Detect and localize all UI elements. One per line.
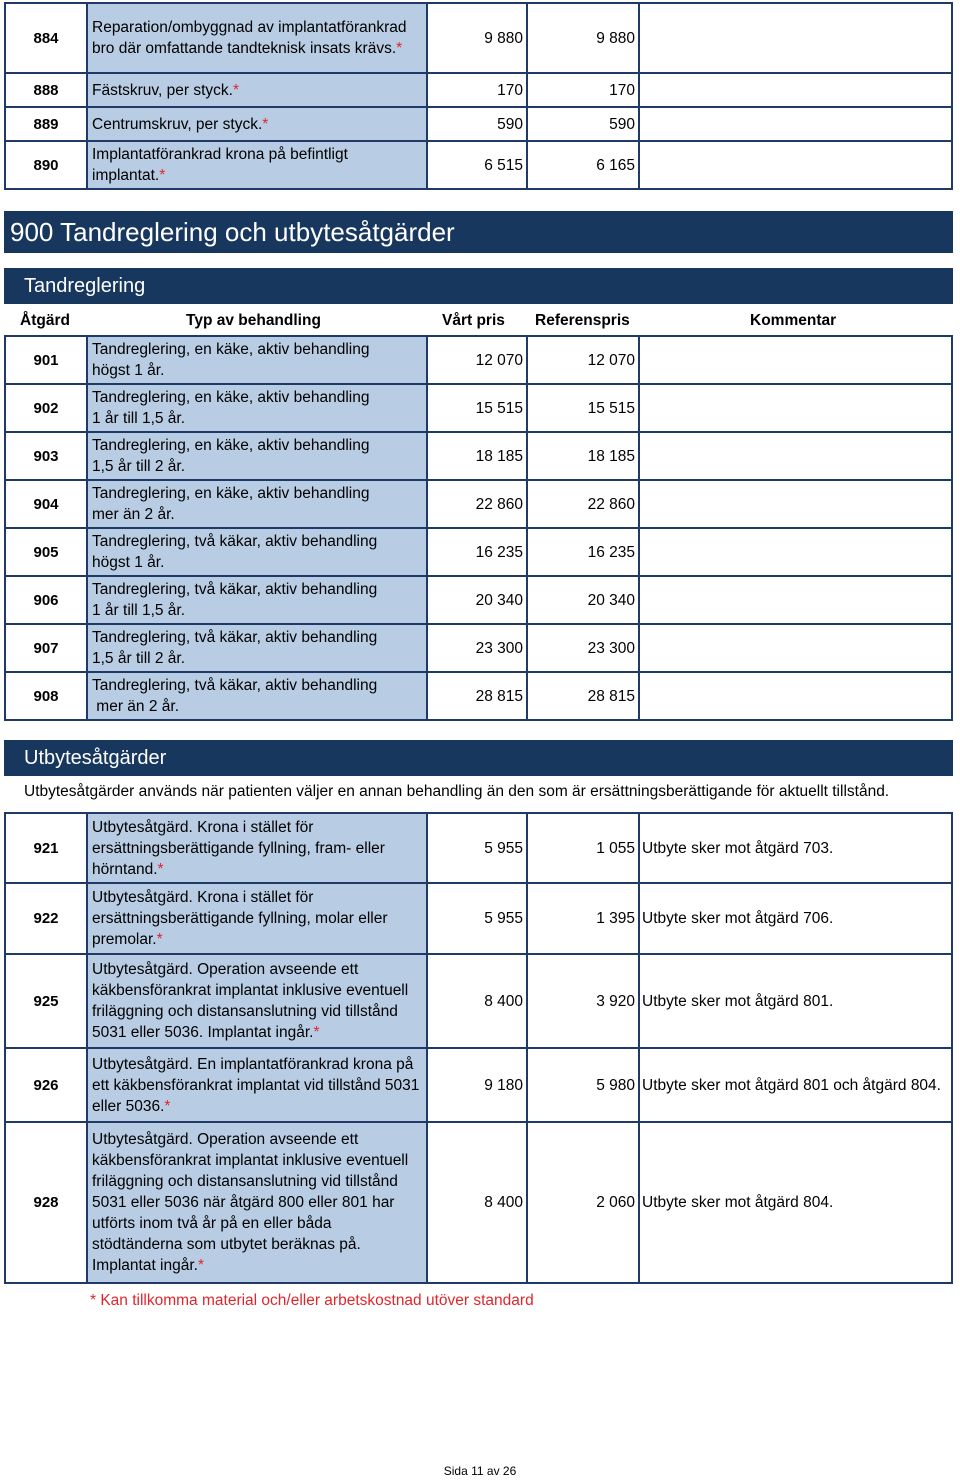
column-header-code: Åtgärd bbox=[20, 312, 70, 329]
procedure-code: 884 bbox=[5, 3, 87, 73]
our-price: 12 070 bbox=[427, 336, 527, 384]
subsection-title-tandreglering: Tandreglering bbox=[4, 268, 953, 304]
reference-price: 28 815 bbox=[527, 672, 639, 720]
reference-price: 1 395 bbox=[527, 883, 639, 954]
our-price: 28 815 bbox=[427, 672, 527, 720]
our-price: 15 515 bbox=[427, 384, 527, 432]
procedure-code: 903 bbox=[5, 432, 87, 480]
table-row bbox=[5, 480, 952, 528]
subsection-title-utbytesatgarder: Utbytesåtgärder bbox=[4, 740, 953, 776]
procedure-code: 902 bbox=[5, 384, 87, 432]
procedure-code: 908 bbox=[5, 672, 87, 720]
procedure-description: Tandreglering, två käkar, aktiv behandling 1 år till 1,5 år. bbox=[87, 576, 427, 624]
our-price: 16 235 bbox=[427, 528, 527, 576]
comment bbox=[639, 672, 952, 720]
reference-price: 23 300 bbox=[527, 624, 639, 672]
procedure-code: 889 bbox=[5, 107, 87, 141]
procedure-code: 925 bbox=[5, 954, 87, 1048]
page-number: Sida 11 av 26 bbox=[443, 1464, 517, 1478]
table-row bbox=[5, 576, 952, 624]
table-row bbox=[5, 624, 952, 672]
procedure-description: Centrumskruv, per styck.* bbox=[87, 107, 427, 141]
reference-price: 3 920 bbox=[527, 954, 639, 1048]
comment: Utbyte sker mot åtgärd 706. bbox=[639, 883, 952, 954]
our-price: 9 880 bbox=[427, 3, 527, 73]
table-row bbox=[5, 432, 952, 480]
procedure-description: Utbytesåtgärd. Krona i stället för ersättningsberättigande fyllning, molar eller premolar.* bbox=[87, 883, 427, 954]
comment bbox=[639, 528, 952, 576]
section-title: 900 Tandreglering och utbytesåtgärder bbox=[4, 211, 953, 253]
procedure-code: 888 bbox=[5, 73, 87, 107]
table-header bbox=[4, 306, 953, 336]
section-note: Utbytesåtgärder används när patienten väljer en annan behandling än den som är ersättningsberättigande för aktuellt tillstånd. bbox=[24, 783, 890, 800]
reference-price: 6 165 bbox=[527, 141, 639, 189]
comment bbox=[639, 73, 952, 107]
comment bbox=[639, 141, 952, 189]
procedure-description: Tandreglering, en käke, aktiv behandling 1,5 år till 2 år. bbox=[87, 432, 427, 480]
reference-price: 22 860 bbox=[527, 480, 639, 528]
procedure-code: 905 bbox=[5, 528, 87, 576]
reference-price: 20 340 bbox=[527, 576, 639, 624]
column-header-comment: Kommentar bbox=[750, 312, 837, 329]
implant-price-table bbox=[4, 2, 953, 190]
procedure-code: 907 bbox=[5, 624, 87, 672]
procedure-code: 901 bbox=[5, 336, 87, 384]
table-row bbox=[5, 1122, 952, 1283]
comment bbox=[639, 432, 952, 480]
procedure-code: 906 bbox=[5, 576, 87, 624]
procedure-description: Tandreglering, en käke, aktiv behandling 1 år till 1,5 år. bbox=[87, 384, 427, 432]
reference-price: 1 055 bbox=[527, 813, 639, 883]
comment bbox=[639, 3, 952, 73]
procedure-description: Utbytesåtgärd. Operation avseende ett käkbensförankrat implantat inklusive eventuell friläggning och distansanslutning vid tillstånd 5031 eller 5036 när åtgärd 800 eller 801 har utförts inom två år på en eller båda stödtänderna som utbytet beräknas på. Implantat ingår.* bbox=[87, 1122, 427, 1283]
table-row bbox=[5, 813, 952, 883]
comment: Utbyte sker mot åtgärd 801. bbox=[639, 954, 952, 1048]
procedure-description: Fästskruv, per styck.* bbox=[87, 73, 427, 107]
table-row bbox=[5, 107, 952, 141]
reference-price: 590 bbox=[527, 107, 639, 141]
table-row bbox=[5, 3, 952, 73]
comment bbox=[639, 336, 952, 384]
comment bbox=[639, 576, 952, 624]
reference-price: 2 060 bbox=[527, 1122, 639, 1283]
replacement-price-table bbox=[4, 812, 953, 1284]
procedure-code: 926 bbox=[5, 1048, 87, 1122]
reference-price: 18 185 bbox=[527, 432, 639, 480]
table-row bbox=[5, 528, 952, 576]
procedure-description: Reparation/ombyggnad av implantatförankrad bro där omfattande tandteknisk insats krävs.* bbox=[87, 3, 427, 73]
footnote: * Kan tillkomma material och/eller arbetskostnad utöver standard bbox=[90, 1292, 534, 1309]
table-row bbox=[5, 141, 952, 189]
comment bbox=[639, 107, 952, 141]
procedure-description: Utbytesåtgärd. Operation avseende ett käkbensförankrat implantat inklusive eventuell friläggning och distansanslutning vid tillstånd 5031 eller 5036. Implantat ingår.* bbox=[87, 954, 427, 1048]
our-price: 170 bbox=[427, 73, 527, 107]
procedure-code: 921 bbox=[5, 813, 87, 883]
our-price: 18 185 bbox=[427, 432, 527, 480]
our-price: 8 400 bbox=[427, 1122, 527, 1283]
procedure-description: Tandreglering, en käke, aktiv behandling mer än 2 år. bbox=[87, 480, 427, 528]
comment: Utbyte sker mot åtgärd 703. bbox=[639, 813, 952, 883]
our-price: 6 515 bbox=[427, 141, 527, 189]
reference-price: 15 515 bbox=[527, 384, 639, 432]
reference-price: 170 bbox=[527, 73, 639, 107]
procedure-description: Utbytesåtgärd. En implantatförankrad krona på ett käkbensförankrat implantat vid tillstånd 5031 eller 5036.* bbox=[87, 1048, 427, 1122]
reference-price: 16 235 bbox=[527, 528, 639, 576]
our-price: 8 400 bbox=[427, 954, 527, 1048]
comment bbox=[639, 480, 952, 528]
procedure-description: Tandreglering, en käke, aktiv behandling högst 1 år. bbox=[87, 336, 427, 384]
our-price: 590 bbox=[427, 107, 527, 141]
comment: Utbyte sker mot åtgärd 801 och åtgärd 804. bbox=[639, 1048, 952, 1122]
column-header-description: Typ av behandling bbox=[186, 312, 321, 329]
comment bbox=[639, 624, 952, 672]
comment bbox=[639, 384, 952, 432]
our-price: 5 955 bbox=[427, 883, 527, 954]
column-header-reference-price: Referenspris bbox=[535, 312, 630, 329]
table-row bbox=[5, 73, 952, 107]
procedure-code: 922 bbox=[5, 883, 87, 954]
reference-price: 9 880 bbox=[527, 3, 639, 73]
table-row bbox=[5, 954, 952, 1048]
procedure-description: Tandreglering, två käkar, aktiv behandling mer än 2 år. bbox=[87, 672, 427, 720]
our-price: 5 955 bbox=[427, 813, 527, 883]
our-price: 9 180 bbox=[427, 1048, 527, 1122]
procedure-description: Tandreglering, två käkar, aktiv behandling högst 1 år. bbox=[87, 528, 427, 576]
procedure-code: 890 bbox=[5, 141, 87, 189]
table-row bbox=[5, 1048, 952, 1122]
table-row bbox=[5, 883, 952, 954]
procedure-description: Tandreglering, två käkar, aktiv behandling 1,5 år till 2 år. bbox=[87, 624, 427, 672]
procedure-code: 904 bbox=[5, 480, 87, 528]
comment: Utbyte sker mot åtgärd 804. bbox=[639, 1122, 952, 1283]
table-row bbox=[5, 384, 952, 432]
reference-price: 12 070 bbox=[527, 336, 639, 384]
our-price: 20 340 bbox=[427, 576, 527, 624]
reference-price: 5 980 bbox=[527, 1048, 639, 1122]
procedure-code: 928 bbox=[5, 1122, 87, 1283]
procedure-description: Utbytesåtgärd. Krona i stället för ersättningsberättigande fyllning, fram- eller hörntand.* bbox=[87, 813, 427, 883]
orthodontics-price-table bbox=[4, 335, 953, 721]
table-row bbox=[5, 672, 952, 720]
our-price: 22 860 bbox=[427, 480, 527, 528]
procedure-description: Implantatförankrad krona på befintligt implantat.* bbox=[87, 141, 427, 189]
our-price: 23 300 bbox=[427, 624, 527, 672]
table-row bbox=[5, 336, 952, 384]
column-header-our-price: Vårt pris bbox=[442, 312, 505, 329]
